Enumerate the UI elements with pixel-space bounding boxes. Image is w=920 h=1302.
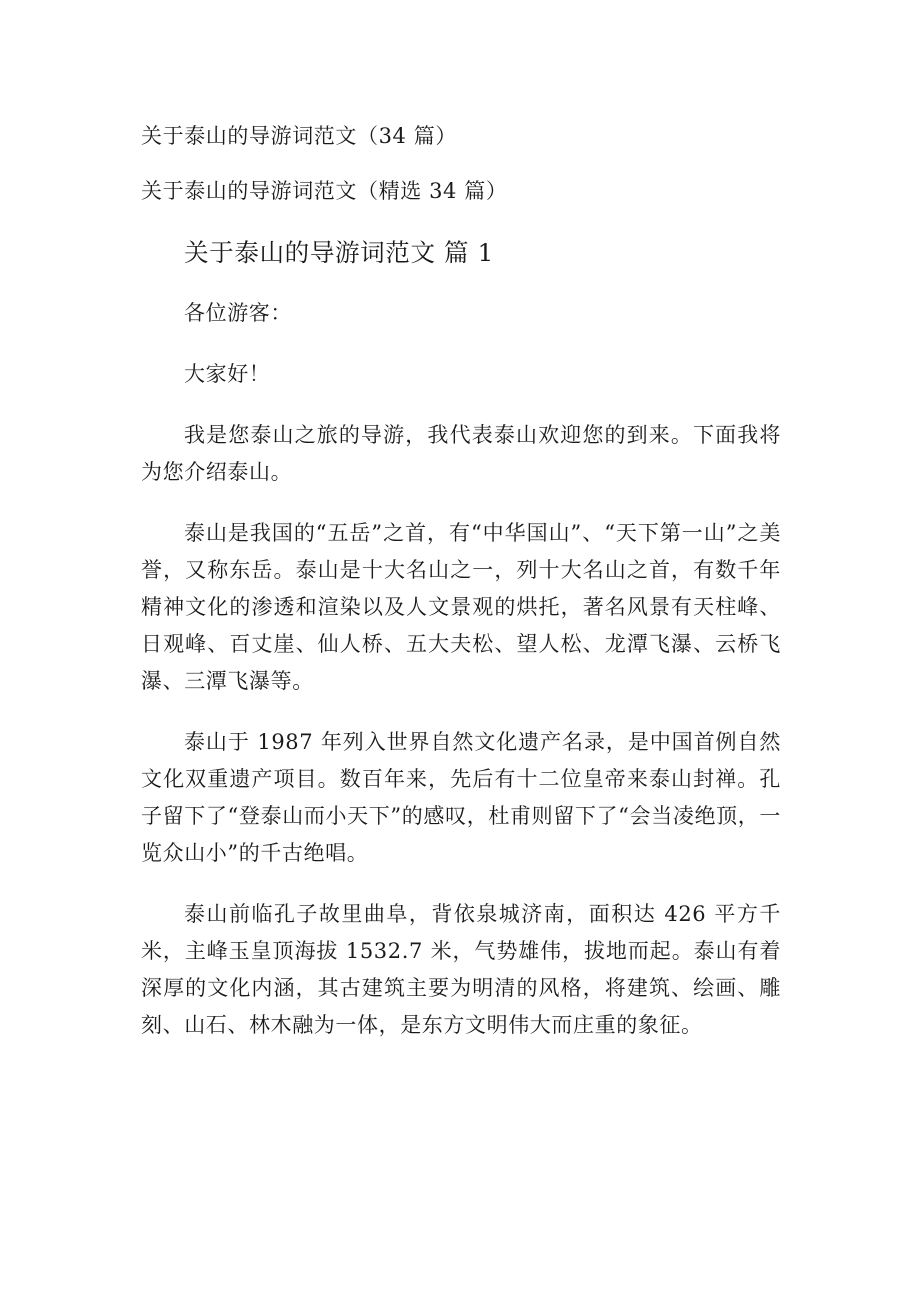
intro-paragraph: 我是您泰山之旅的导游，我代表泰山欢迎您的到来。下面我将为您介绍泰山。	[141, 423, 781, 484]
overview-paragraph: 泰山是我国的“五岳”之首，有“中华国山”、“天下第一山”之美誉，又称东岳。泰山是十大名山之一，列十大名山之首，有数千年精神文化的渗透和渲染以及人文景观的烘托，著名风景有天柱峰、日观峰、百丈崖、仙人桥、五大夫松、望人松、龙潭飞瀑、云桥飞瀑、三潭飞瀑等。	[141, 521, 781, 693]
document-title: 关于泰山的导游词范文（34 篇）	[141, 124, 457, 148]
document-subtitle: 关于泰山的导游词范文（精选 34 篇）	[141, 179, 508, 203]
salutation-paragraph: 各位游客：	[184, 301, 292, 325]
geography-paragraph: 泰山前临孔子故里曲阜，背依泉城济南，面积达 426 平方千米，主峰玉皇顶海拔 1532.7 米，气势雄伟，拔地而起。泰山有着深厚的文化内涵，其古建筑主要为明清的风格，将建筑、绘画、雕刻、山石、林木融为一体，是东方文明伟大而庄重的象征。	[141, 902, 781, 1037]
document-body	[141, 118, 781, 1044]
greeting-paragraph: 大家好！	[184, 362, 271, 386]
section-heading: 关于泰山的导游词范文 篇 1	[184, 238, 494, 267]
heritage-paragraph: 泰山于 1987 年列入世界自然文化遗产名录，是中国首例自然文化双重遗产项目。数百年来，先后有十二位皇帝来泰山封禅。孔子留下了“登泰山而小天下”的感叹，杜甫则留下了“会当凌绝顶，一览众山小”的千古绝唱。	[141, 730, 781, 865]
